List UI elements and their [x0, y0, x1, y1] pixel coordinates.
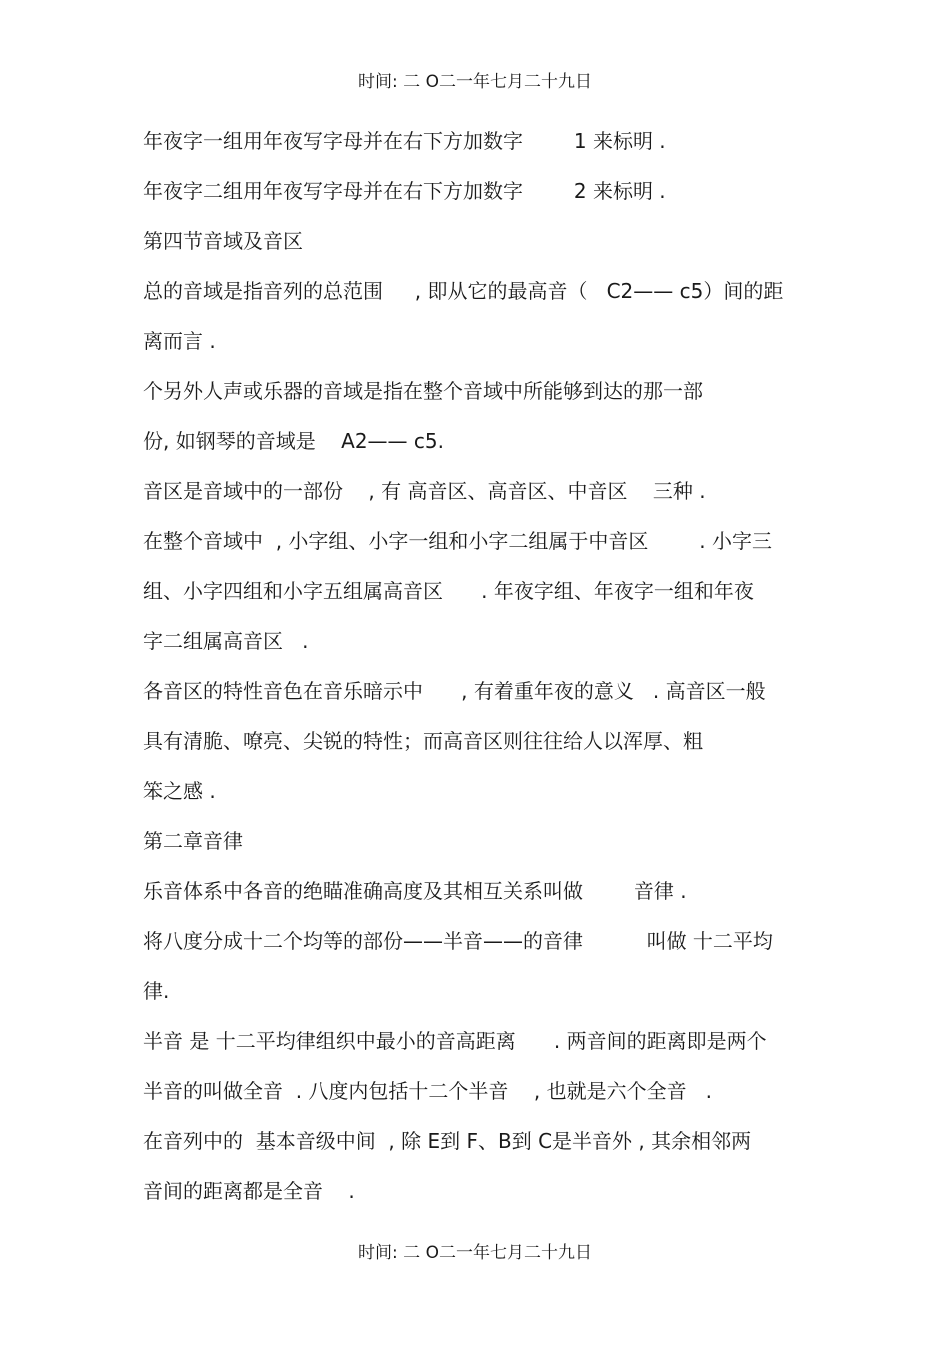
text-line: 个另外人声或乐器的音域是指在整个音域中所能够到达的那一部 [143, 379, 703, 403]
text-line: 音间的距离都是全音 . [143, 1179, 355, 1203]
text-line: 笨之感 . [143, 779, 216, 803]
section-heading: 第四节音域及音区 [143, 229, 303, 253]
body-text [143, 127, 823, 1227]
text-line: 音区是音域中的一部份 , 有 高音区、高音区、中音区 三种 . [143, 479, 706, 503]
text-line: 字二组属高音区 . [143, 629, 309, 653]
text-line: 年夜字二组用年夜写字母并在右下方加数字 2 来标明 . [143, 179, 666, 203]
text-line: 律. [143, 979, 170, 1003]
text-line: 各音区的特性音色在音乐暗示中 , 有着重年夜的意义 . 高音区一般 [143, 679, 766, 703]
text-line: 年夜字一组用年夜写字母并在右下方加数字 1 来标明 . [143, 129, 666, 153]
text-line: 组、小字四组和小字五组属高音区 . 年夜字组、年夜字一组和年夜 [143, 579, 754, 603]
text-line: 在整个音域中 , 小字组、小字一组和小字二组属于中音区 . 小字三 [143, 529, 773, 553]
text-line: 具有清脆、嘹亮、尖锐的特性；而高音区则往往给人以浑厚、粗 [143, 729, 703, 753]
page-header: 时间: 二 O二一年七月二十九日 [358, 72, 592, 92]
text-line: 在音列中的 基本音级中间 , 除 E到 F、B到 C是半音外 , 其余相邻两 [143, 1129, 752, 1153]
text-line: 半音的叫做全音 . 八度内包括十二个半音 , 也就是六个全音 . [143, 1079, 713, 1103]
chapter-heading: 第二章音律 [143, 829, 243, 853]
text-line: 总的音域是指音列的总范围 , 即从它的最高音（ C2—— c5）间的距 [143, 279, 784, 303]
text-line: 离而言 . [143, 329, 216, 353]
text-line: 份, 如钢琴的音域是 A2—— c5. [143, 429, 444, 453]
text-line: 乐音体系中各音的绝瞄准确高度及其相互关系叫做 音律 . [143, 879, 687, 903]
text-line: 半音 是 十二平均律组织中最小的音高距离 . 两音间的距离即是两个 [143, 1029, 767, 1053]
page-footer: 时间: 二 O二一年七月二十九日 [358, 1243, 592, 1263]
text-line: 将八度分成十二个均等的部份——半音——的音律 叫做 十二平均 [143, 929, 773, 953]
